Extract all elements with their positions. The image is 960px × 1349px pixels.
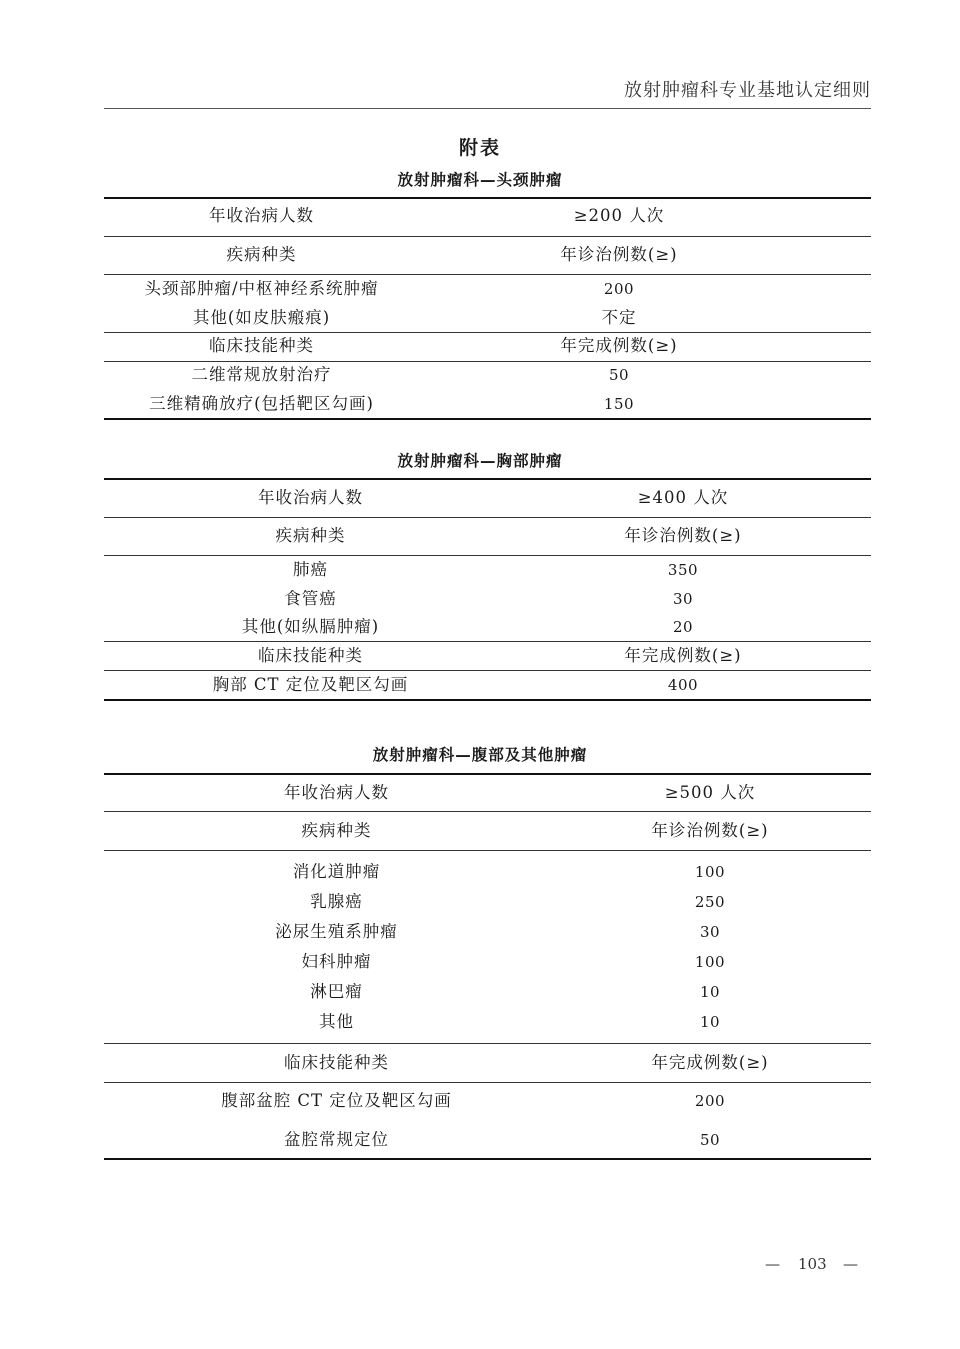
table-cell: 年完成例数(≥) xyxy=(624,646,742,665)
table-cell: 临床技能种类 xyxy=(258,646,363,665)
table-rule xyxy=(104,517,871,518)
table-cell: 疾病种类 xyxy=(275,526,346,545)
table-cell: 泌尿生殖系肿瘤 xyxy=(275,922,398,941)
appendix-title: 附表 xyxy=(458,137,501,159)
table-rule xyxy=(104,478,871,480)
table-cell: 10 xyxy=(699,983,721,1001)
table-cell: 30 xyxy=(672,590,694,608)
table-rule xyxy=(104,641,871,642)
table-rule xyxy=(104,274,871,275)
table-cell: 200 xyxy=(603,280,635,298)
table-cell: 疾病种类 xyxy=(226,245,297,264)
table-cell: ≥200 人次 xyxy=(573,206,665,225)
table-cell: 临床技能种类 xyxy=(284,1053,389,1072)
table-rule xyxy=(104,418,871,420)
table-cell: 10 xyxy=(699,1013,721,1031)
table-cell: 临床技能种类 xyxy=(209,336,314,355)
table-rule xyxy=(104,773,871,775)
table-cell: 年完成例数(≥) xyxy=(651,1053,769,1072)
table-cell: 疾病种类 xyxy=(301,821,372,840)
table-cell: 50 xyxy=(699,1131,721,1149)
table-rule xyxy=(104,699,871,701)
page-number-dash: — xyxy=(843,1255,858,1273)
table-cell: 淋巴瘤 xyxy=(310,982,363,1001)
table-cell: 乳腺癌 xyxy=(310,892,363,911)
table-cell: 100 xyxy=(694,863,726,881)
table-cell: 年收治病人数 xyxy=(284,783,389,802)
table-rule xyxy=(104,670,871,671)
table-cell: 年诊治例数(≥) xyxy=(651,821,769,840)
table-rule xyxy=(104,850,871,851)
table-rule xyxy=(104,197,871,199)
table-cell: 消化道肿瘤 xyxy=(292,862,381,881)
table-cell: 150 xyxy=(603,395,635,413)
table-rule xyxy=(104,1082,871,1083)
table-rule xyxy=(104,811,871,812)
table-rule xyxy=(104,332,871,333)
section-title-thoracic: 放射肿瘤科—胸部肿瘤 xyxy=(397,452,563,470)
table-cell: 年收治病人数 xyxy=(209,206,314,225)
table-cell: ≥500 人次 xyxy=(664,783,756,802)
table-cell: 盆腔常规定位 xyxy=(284,1130,389,1149)
table-cell: 食管癌 xyxy=(284,589,337,608)
running-header-title: 放射肿瘤科专业基地认定细则 xyxy=(624,80,871,101)
table-cell: 妇科肿瘤 xyxy=(301,952,372,971)
table-cell: 100 xyxy=(694,953,726,971)
table-cell: 30 xyxy=(699,923,721,941)
section-title-head-neck: 放射肿瘤科—头颈肿瘤 xyxy=(397,171,563,189)
table-cell: 头颈部肿瘤/中枢神经系统肿瘤 xyxy=(144,279,379,298)
table-cell: 年完成例数(≥) xyxy=(560,336,678,355)
table-rule xyxy=(104,555,871,556)
table-cell: 胸部 CT 定位及靶区勾画 xyxy=(212,675,409,694)
table-cell: 腹部盆腔 CT 定位及靶区勾画 xyxy=(221,1091,452,1110)
table-cell: 肺癌 xyxy=(293,560,328,579)
page-number-dash: — xyxy=(765,1255,780,1273)
header-rule xyxy=(104,108,871,109)
table-cell: 年诊治例数(≥) xyxy=(624,526,742,545)
table-rule xyxy=(104,1158,871,1160)
table-cell: 其他(如纵膈肿瘤) xyxy=(241,617,380,636)
table-rule xyxy=(104,361,871,362)
table-cell: 二维常规放射治疗 xyxy=(191,365,332,384)
table-cell: 200 xyxy=(694,1092,726,1110)
table-cell: 年收治病人数 xyxy=(258,488,363,507)
table-cell: 350 xyxy=(667,561,699,579)
table-rule xyxy=(104,236,871,237)
section-title-abdominal-other: 放射肿瘤科—腹部及其他肿瘤 xyxy=(372,746,588,764)
table-cell: 50 xyxy=(608,366,630,384)
page-number: 103 xyxy=(798,1255,827,1273)
table-cell: 250 xyxy=(694,893,726,911)
table-cell: ≥400 人次 xyxy=(637,488,729,507)
table-cell: 其他(如皮肤瘢痕) xyxy=(192,308,331,327)
table-cell: 不定 xyxy=(601,308,637,327)
table-cell: 年诊治例数(≥) xyxy=(560,245,678,264)
table-cell: 其他 xyxy=(319,1012,354,1031)
table-cell: 三维精确放疗(包括靶区勾画) xyxy=(149,394,374,413)
table-cell: 20 xyxy=(672,618,694,636)
table-cell: 400 xyxy=(667,676,699,694)
table-rule xyxy=(104,1043,871,1044)
